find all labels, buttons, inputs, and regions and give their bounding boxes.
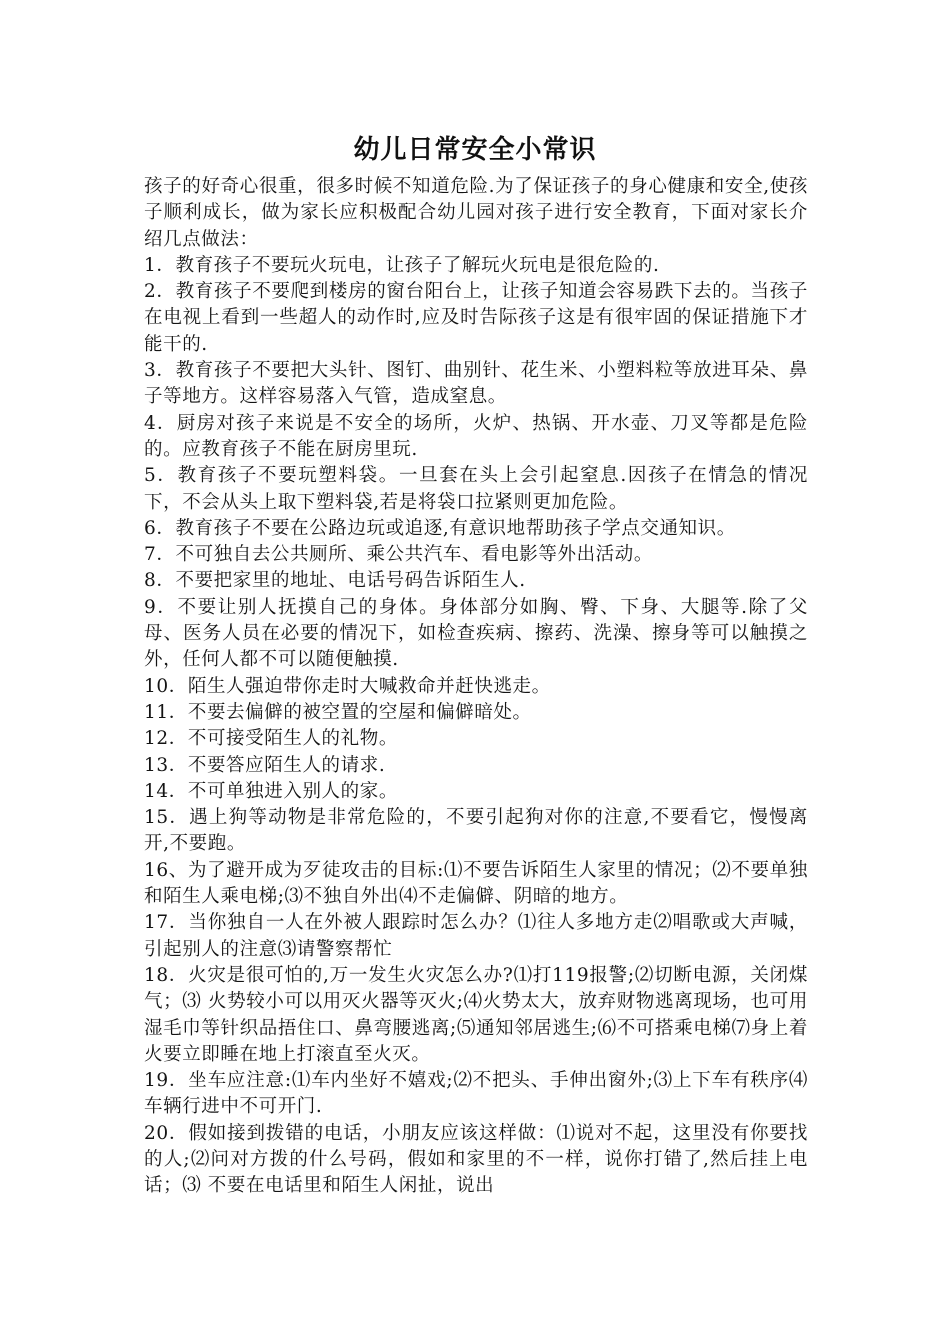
list-item: 3．教育孩子不要把大头针、图钉、曲别针、花生米、小塑料粒等放进耳朵、鼻子等地方。这样容易落入气管，造成窒息。	[144, 360, 808, 408]
document-body	[144, 174, 808, 1200]
list-item: 11．不要去偏僻的被空置的空屋和偏僻暗处。	[144, 701, 532, 723]
list-item: 2．教育孩子不要爬到楼房的窗台阳台上，让孩子知道会容易跌下去的。当孩子在电视上看到一些超人的动作时,应及时告际孩子这是有很牢固的保证措施下才能干的.	[144, 281, 808, 355]
list-item: 16、为了避开成为歹徒攻击的目标:⑴不要告诉陌生人家里的情况；⑵不要单独和陌生人乘电梯;⑶不独自外出⑷不走偏僻、阴暗的地方。	[144, 859, 808, 908]
list-item: 1．教育孩子不要玩火玩电，让孩子了解玩火玩电是很危险的.	[144, 254, 660, 276]
list-item: 7．不可独自去公共厕所、乘公共汽车、看电影等外出活动。	[144, 544, 653, 566]
list-item: 14．不可单独进入别人的家。	[144, 780, 398, 802]
list-item: 13．不要答应陌生人的请求.	[144, 754, 386, 776]
list-item: 17．当你独自一人在外被人跟踪时怎么办？⑴往人多地方走⑵唱歌或大声喊，引起别人的注意⑶请警察帮忙	[144, 912, 808, 960]
list-item: 9．不要让别人抚摸自己的身体。身体部分如胸、臀、下身、大腿等.除了父母、医务人员在必要的情况下，如检查疾病、擦药、洗澡、擦身等可以触摸之外，任何人都不可以随便触摸.	[144, 596, 808, 671]
list-item: 4．厨房对孩子来说是不安全的场所，火炉、热锅、开水壶、刀叉等都是危险的。应教育孩子不能在厨房里玩.	[144, 412, 808, 460]
list-item: 10．陌生人强迫带你走时大喊救命并赶快逃走。	[144, 675, 551, 697]
list-item: 8．不要把家里的地址、电话号码告诉陌生人.	[144, 570, 526, 592]
list-item: 19．坐车应注意:⑴车内坐好不嬉戏;⑵不把头、手伸出窗外;⑶上下车有秩序⑷车辆行进中不可开门.	[144, 1070, 808, 1118]
list-item: 18．火灾是很可怕的,万一发生火灾怎么办?⑴打119报警;⑵切断电源，关闭煤气；⑶ 火势较小可以用灭火器等灭火;⑷火势太大，放弃财物逃离现场，也可用湿毛巾等针织品捂住口、鼻弯腰逃离;⑸通知邻居逃生;⑹不可搭乘电梯⑺身上着火要立即睡在地上打滚直至火灭。	[144, 964, 808, 1065]
list-item: 15．遇上狗等动物是非常危险的，不要引起狗对你的注意,不要看它，慢慢离开,不要跑。	[144, 807, 808, 855]
list-item: 12．不可接受陌生人的礼物。	[144, 728, 398, 750]
intro-paragraph: 孩子的好奇心很重，很多时候不知道危险.为了保证孩子的身心健康和安全,使孩子顺利成长，做为家长应积极配合幼儿园对孩子进行安全教育，下面对家长介绍几点做法：	[144, 176, 808, 250]
list-item: 20．假如接到拨错的电话，小朋友应该这样做：⑴说对不起，这里没有你要找的人;⑵问对方拨的什么号码，假如和家里的不一样，说你打错了,然后挂上电话；⑶ 不要在电话里和陌生人闲扯，说出	[144, 1122, 808, 1197]
list-item: 6．教育孩子不要在公路边玩或追逐,有意识地帮助孩子学点交通知识。	[144, 517, 736, 539]
list-item: 5．教育孩子不要玩塑料袋。一旦套在头上会引起窒息.因孩子在情急的情况下，不会从头上取下塑料袋,若是将袋口拉紧则更加危险。	[144, 465, 808, 513]
page-title: 幼儿日常安全小常识	[353, 135, 597, 165]
